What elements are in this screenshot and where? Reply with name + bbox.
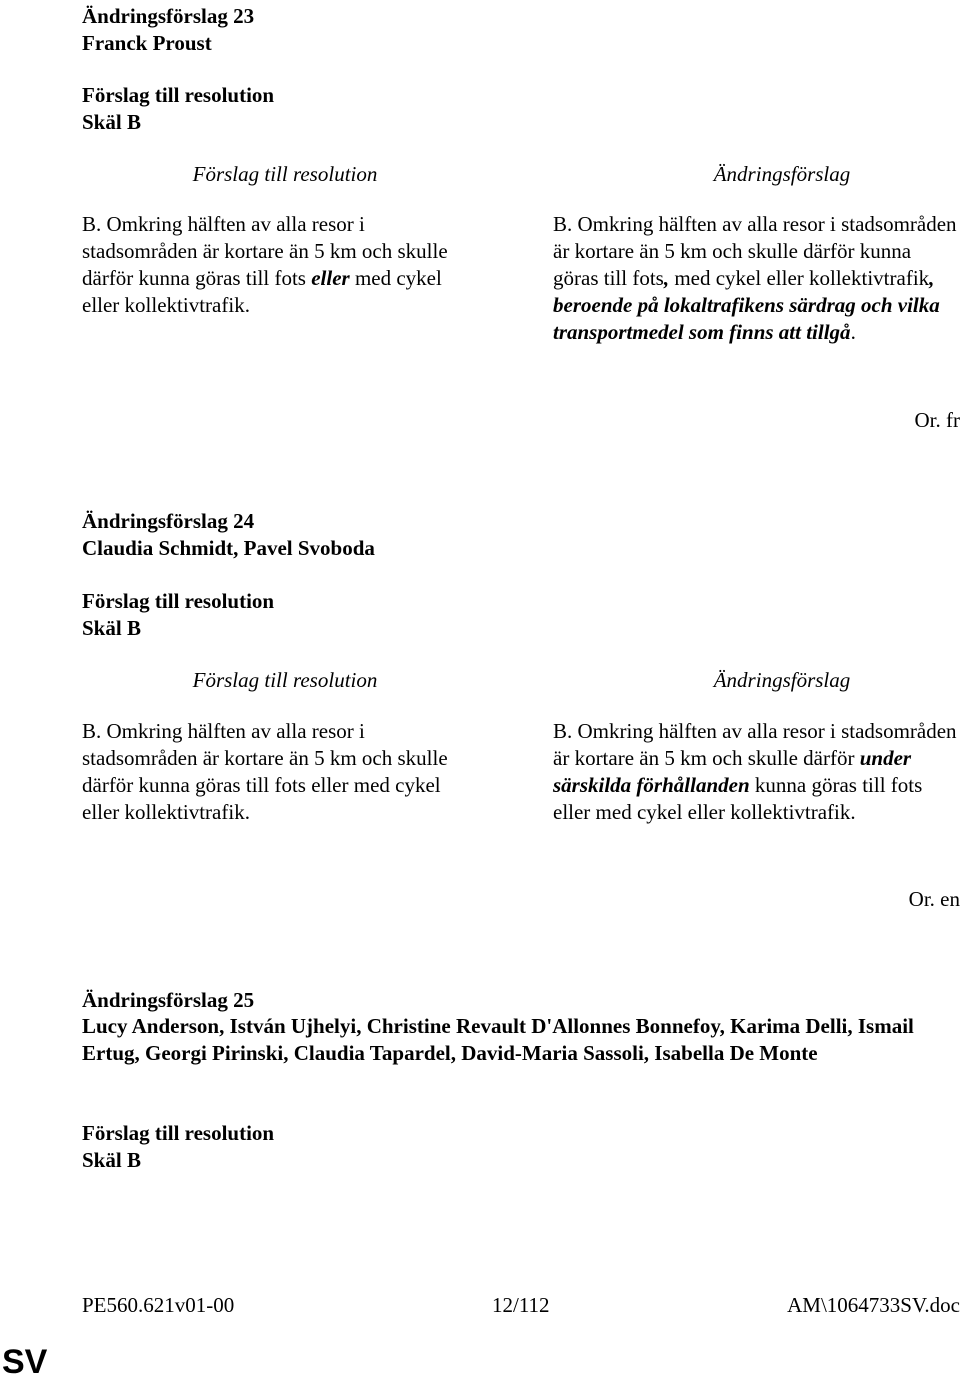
footer-language-code: SV (2, 1343, 48, 1381)
amendment-25-proposal-label: Förslag till resolution (82, 1121, 275, 1145)
amendment-25-heading: Ändringsförslag 25 (82, 988, 255, 1012)
amendment-23-recital: Skäl B (82, 110, 141, 134)
amendment-23-left-text: B. Omkring hälften av alla resor i stadsområden är kortare än 5 km och skulle därför kunna göras till fots eller med cykel eller kollektivtrafik. (82, 212, 448, 317)
amendment-24-authors: Claudia Schmidt, Pavel Svoboda (82, 536, 375, 560)
amendment-24-recital: Skäl B (82, 616, 141, 640)
amendment-23-right-text: B. Omkring hälften av alla resor i stadsområden är kortare än 5 km och skulle därför kunna göras till fots, med cykel eller kollektivtrafik, beroende på lokaltrafikens särdrag och vilka transportmedel som finns att tillgå. (553, 212, 957, 344)
amendment-24-right-header: Ändringsförslag (713, 668, 851, 692)
amendment-23-original-language: Or. fr (914, 408, 960, 432)
amendment-23-left-header: Förslag till resolution (192, 162, 378, 186)
amendment-23-right-header: Ändringsförslag (713, 162, 851, 186)
footer-page-number: 12/112 (492, 1293, 550, 1317)
footer-file-ref: AM\1064733SV.doc (787, 1293, 960, 1317)
amendment-24-right-text: B. Omkring hälften av alla resor i stadsområden är kortare än 5 km och skulle därför under särskilda förhållanden kunna göras till fots eller med cykel eller kollektivtrafik. (553, 719, 957, 824)
amendment-24-left-header: Förslag till resolution (192, 668, 378, 692)
amendment-25-authors: Lucy Anderson, István Ujhelyi, Christine Revault D'Allonnes Bonnefoy, Karima Delli, Ismail Ertug, Georgi Pirinski, Claudia Tapardel, David-Maria Sassoli, Isabella De Monte (82, 1014, 914, 1065)
amendment-24-heading: Ändringsförslag 24 (82, 509, 255, 533)
footer-document-ref: PE560.621v01-00 (82, 1293, 235, 1317)
amendment-23-authors: Franck Proust (82, 31, 212, 55)
amendment-25-recital: Skäl B (82, 1148, 141, 1172)
amendment-23-heading: Ändringsförslag 23 (82, 4, 255, 28)
amendment-24-original-language: Or. en (908, 887, 960, 911)
amendment-23-proposal-label: Förslag till resolution (82, 83, 275, 107)
amendment-24-proposal-label: Förslag till resolution (82, 589, 275, 613)
amendment-24-left-text: B. Omkring hälften av alla resor i stadsområden är kortare än 5 km och skulle därför kunna göras till fots eller med cykel eller kollektivtrafik. (82, 719, 448, 824)
